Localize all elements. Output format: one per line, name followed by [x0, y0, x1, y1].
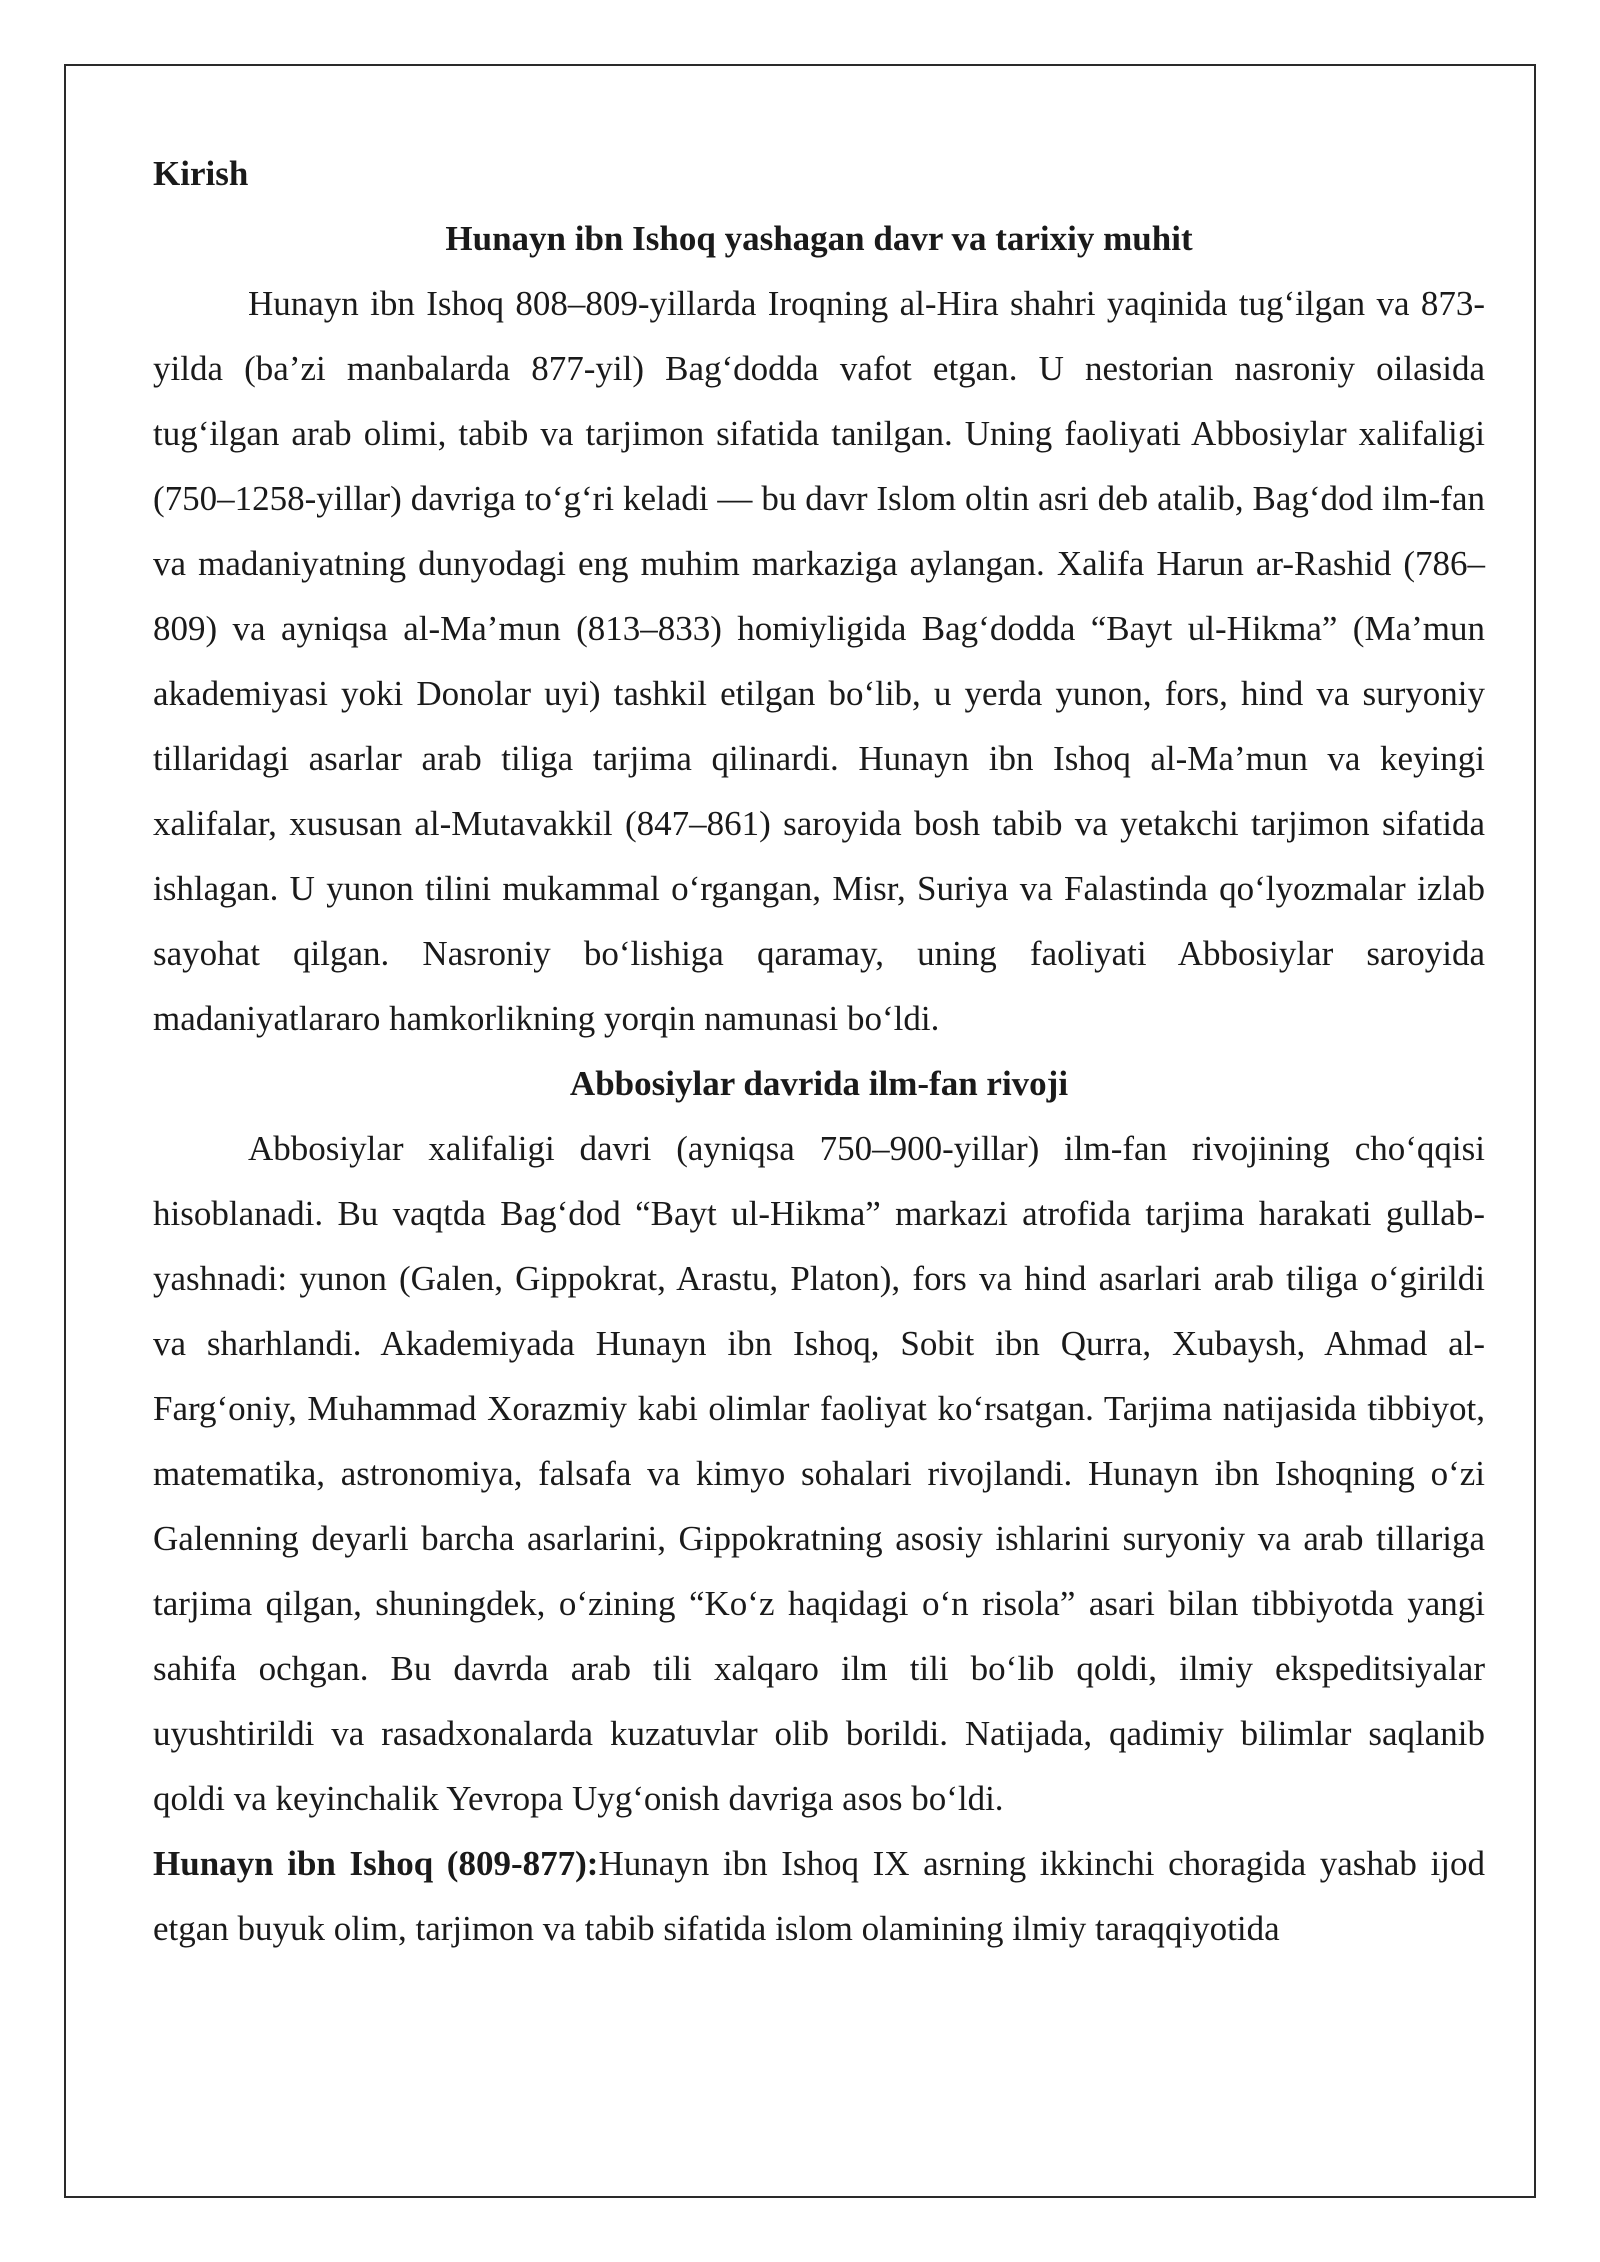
biography-lead: Hunayn ibn Ishoq (809-877): [153, 1844, 599, 1883]
document-body [153, 141, 1485, 1961]
section-title-science-development: Abbosiylar davrida ilm-fan rivoji [569, 1064, 1069, 1103]
paragraph-historical-context: Hunayn ibn Ishoq 808–809-yillarda Iroqning al-Hira shahri yaqinida tug‘ilgan va 873-yilda (ba’zi manbalarda 877-yil) Bag‘dodda vafot etgan. U nestorian nasroniy oilasida tug‘ilgan arab olimi, tabib va tarjimon sifatida tanilgan. Uning faoliyati Abbosiylar xalifaligi (750–1258-yillar) davriga to‘g‘ri keladi — bu davr Islom oltin asri deb atalib, Bag‘dod ilm-fan va madaniyatning dunyodagi eng muhim markaziga aylangan. Xalifa Harun ar-Rashid (786–809) va ayniqsa al-Ma’mun (813–833) homiyligida Bag‘dodda “Bayt ul-Hikma” (Ma’mun akademiyasi yoki Donolar uyi) tashkil etilgan bo‘lib, u yerda yunon, fors, hind va suryoniy tillaridagi asarlar arab tiliga tarjima qilinardi. Hunayn ibn Ishoq al-Ma’mun va keyingi xalifalar, xususan al-Mutavakkil (847–861) saroyida bosh tabib va yetakchi tarjimon sifatida ishlagan. U yunon tilini mukammal o‘rgangan, Misr, Suriya va Falastinda qo‘lyozmalar izlab sayohat qilgan. Nasroniy bo‘lishiga qaramay, uning faoliyati Abbosiylar saroyida madaniyatlararo hamkorlikning yorqin namunasi bo‘ldi. [153, 284, 1485, 1038]
paragraph-science-development: Abbosiylar xalifaligi davri (ayniqsa 750–900-yillar) ilm-fan rivojining cho‘qqisi hisoblanadi. Bu vaqtda Bag‘dod “Bayt ul-Hikma” markazi atrofida tarjima harakati gullab-yashnadi: yunon (Galen, Gippokrat, Arastu, Platon), fors va hind asarlari arab tiliga o‘girildi va sharhlandi. Akademiyada Hunayn ibn Ishoq, Sobit ibn Qurra, Xubaysh, Ahmad al-Farg‘oniy, Muhammad Xorazmiy kabi olimlar faoliyat ko‘rsatgan. Tarjima natijasida tibbiyot, matematika, astronomiya, falsafa va kimyo sohalari rivojlandi. Hunayn ibn Ishoqning o‘zi Galenning deyarli barcha asarlarini, Gippokratning asosiy ishlarini suryoniy va arab tillariga tarjima qilgan, shuningdek, o‘zining “Ko‘z haqidagi o‘n risola” asari bilan tibbiyotda yangi sahifa ochgan. Bu davrda arab tili xalqaro ilm tili bo‘lib qoldi, ilmiy ekspeditsiyalar uyushtirildi va rasadxonalarda kuzatuvlar olib borildi. Natijada, qadimiy bilimlar saqlanib qoldi va keyinchalik Yevropa Uyg‘onish davriga asos bo‘ldi. [153, 1129, 1485, 1818]
biography-text: Hunayn ibn Ishoq IX asrning ikkinchi choragida yashab ijod etgan buyuk olim, tarjimon va tabib sifatida islom olamining ilmiy taraqqiyotida [153, 1844, 1485, 1948]
paragraph-biography [153, 1831, 1485, 1961]
section-title-historical-context: Hunayn ibn Ishoq yashagan davr va tarixiy muhit [445, 219, 1193, 258]
intro-heading: Kirish [153, 154, 249, 193]
